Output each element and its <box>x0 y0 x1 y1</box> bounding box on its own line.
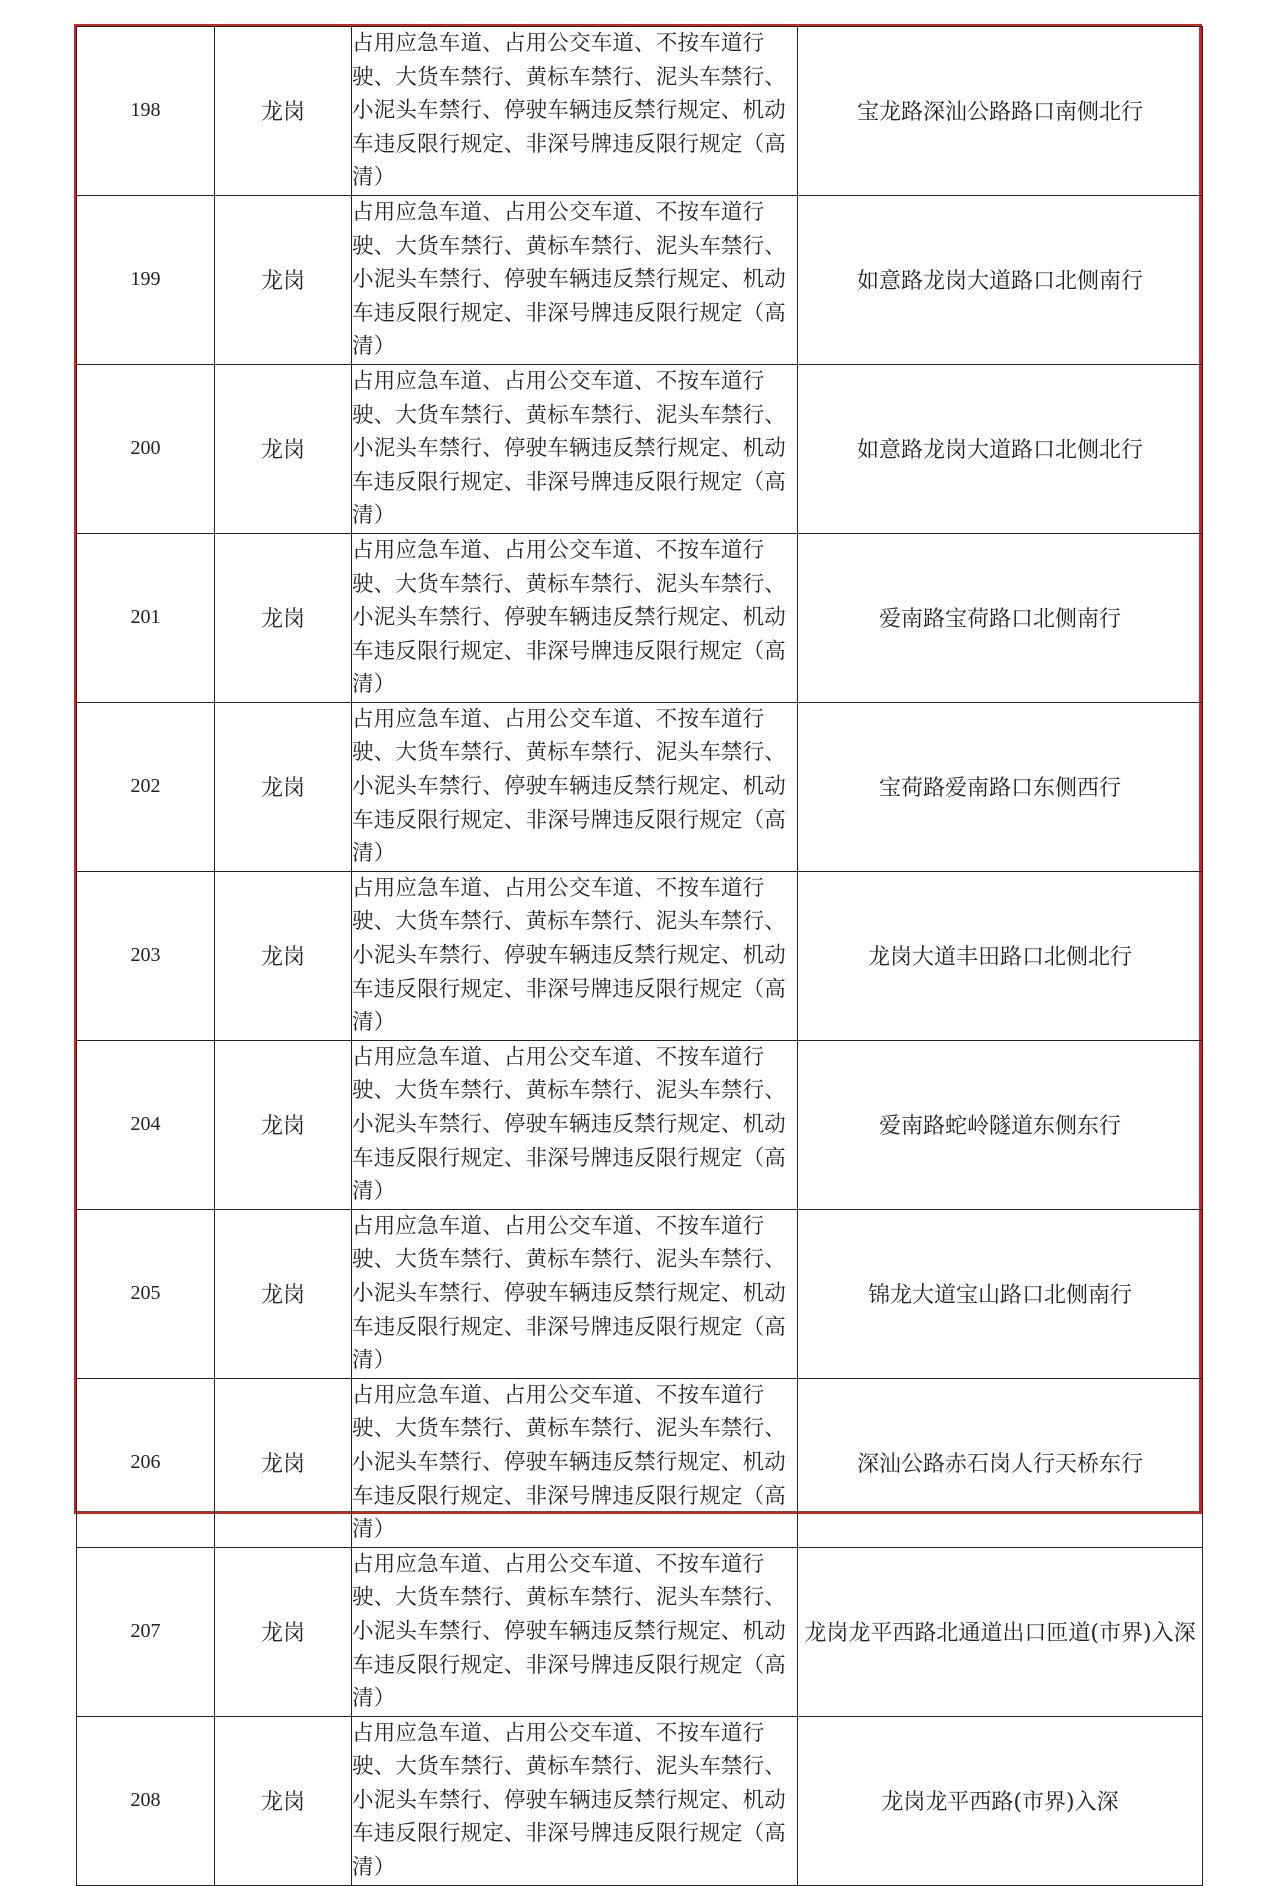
district: 龙岗 <box>215 364 352 533</box>
district: 龙岗 <box>215 195 352 364</box>
table-row <box>77 533 1203 702</box>
violation-types: 占用应急车道、占用公交车道、不按车道行驶、大货车禁行、黄标车禁行、泥头车禁行、小泥头车禁行、停驶车辆违反禁行规定、机动车违反限行规定、非深号牌违反限行规定（高清） <box>352 1040 798 1209</box>
violation-types: 占用应急车道、占用公交车道、不按车道行驶、大货车禁行、黄标车禁行、泥头车禁行、小泥头车禁行、停驶车辆违反禁行规定、机动车违反限行规定、非深号牌违反限行规定（高清） <box>352 364 798 533</box>
violation-types: 占用应急车道、占用公交车道、不按车道行驶、大货车禁行、黄标车禁行、泥头车禁行、小泥头车禁行、停驶车辆违反禁行规定、机动车违反限行规定、非深号牌违反限行规定（高清） <box>352 533 798 702</box>
table-row <box>77 1547 1203 1716</box>
location: 锦龙大道宝山路口北侧南行 <box>798 1209 1203 1378</box>
district: 龙岗 <box>215 1209 352 1378</box>
enforcement-table <box>76 26 1203 1886</box>
district: 龙岗 <box>215 871 352 1040</box>
district: 龙岗 <box>215 533 352 702</box>
location: 龙岗大道丰田路口北侧北行 <box>798 871 1203 1040</box>
row-number: 200 <box>77 364 215 533</box>
location: 宝龙路深汕公路路口南侧北行 <box>798 27 1203 196</box>
table-body <box>77 27 1203 1886</box>
row-number: 198 <box>77 27 215 196</box>
row-number: 207 <box>77 1547 215 1716</box>
violation-types: 占用应急车道、占用公交车道、不按车道行驶、大货车禁行、黄标车禁行、泥头车禁行、小泥头车禁行、停驶车辆违反禁行规定、机动车违反限行规定、非深号牌违反限行规定（高清） <box>352 702 798 871</box>
row-number: 206 <box>77 1378 215 1547</box>
location: 宝荷路爱南路口东侧西行 <box>798 702 1203 871</box>
location: 爱南路蛇岭隧道东侧东行 <box>798 1040 1203 1209</box>
district: 龙岗 <box>215 1040 352 1209</box>
violation-types: 占用应急车道、占用公交车道、不按车道行驶、大货车禁行、黄标车禁行、泥头车禁行、小泥头车禁行、停驶车辆违反禁行规定、机动车违反限行规定、非深号牌违反限行规定（高清） <box>352 871 798 1040</box>
district: 龙岗 <box>215 27 352 196</box>
district: 龙岗 <box>215 1716 352 1885</box>
row-number: 204 <box>77 1040 215 1209</box>
table-row <box>77 1040 1203 1209</box>
location: 如意路龙岗大道路口北侧南行 <box>798 195 1203 364</box>
violation-types: 占用应急车道、占用公交车道、不按车道行驶、大货车禁行、黄标车禁行、泥头车禁行、小泥头车禁行、停驶车辆违反禁行规定、机动车违反限行规定、非深号牌违反限行规定（高清） <box>352 1209 798 1378</box>
location: 爱南路宝荷路口北侧南行 <box>798 533 1203 702</box>
table-row <box>77 1209 1203 1378</box>
row-number: 208 <box>77 1716 215 1885</box>
location: 如意路龙岗大道路口北侧北行 <box>798 364 1203 533</box>
table-row <box>77 1716 1203 1885</box>
violation-types: 占用应急车道、占用公交车道、不按车道行驶、大货车禁行、黄标车禁行、泥头车禁行、小泥头车禁行、停驶车辆违反禁行规定、机动车违反限行规定、非深号牌违反限行规定（高清） <box>352 1378 798 1547</box>
table-row <box>77 195 1203 364</box>
table-frame <box>74 24 1202 1881</box>
table-row <box>77 27 1203 196</box>
table-row <box>77 364 1203 533</box>
district: 龙岗 <box>215 1378 352 1547</box>
violation-types: 占用应急车道、占用公交车道、不按车道行驶、大货车禁行、黄标车禁行、泥头车禁行、小泥头车禁行、停驶车辆违反禁行规定、机动车违反限行规定、非深号牌违反限行规定（高清） <box>352 1716 798 1885</box>
row-number: 202 <box>77 702 215 871</box>
location: 龙岗龙平西路北通道出口匝道(市界)入深 <box>798 1547 1203 1716</box>
district: 龙岗 <box>215 702 352 871</box>
location: 龙岗龙平西路(市界)入深 <box>798 1716 1203 1885</box>
row-number: 201 <box>77 533 215 702</box>
table-row <box>77 871 1203 1040</box>
table-row <box>77 702 1203 871</box>
location: 深汕公路赤石岗人行天桥东行 <box>798 1378 1203 1547</box>
table-row <box>77 1378 1203 1547</box>
violation-types: 占用应急车道、占用公交车道、不按车道行驶、大货车禁行、黄标车禁行、泥头车禁行、小泥头车禁行、停驶车辆违反禁行规定、机动车违反限行规定、非深号牌违反限行规定（高清） <box>352 195 798 364</box>
violation-types: 占用应急车道、占用公交车道、不按车道行驶、大货车禁行、黄标车禁行、泥头车禁行、小泥头车禁行、停驶车辆违反禁行规定、机动车违反限行规定、非深号牌违反限行规定（高清） <box>352 1547 798 1716</box>
row-number: 205 <box>77 1209 215 1378</box>
row-number: 199 <box>77 195 215 364</box>
row-number: 203 <box>77 871 215 1040</box>
violation-types: 占用应急车道、占用公交车道、不按车道行驶、大货车禁行、黄标车禁行、泥头车禁行、小泥头车禁行、停驶车辆违反禁行规定、机动车违反限行规定、非深号牌违反限行规定（高清） <box>352 27 798 196</box>
district: 龙岗 <box>215 1547 352 1716</box>
